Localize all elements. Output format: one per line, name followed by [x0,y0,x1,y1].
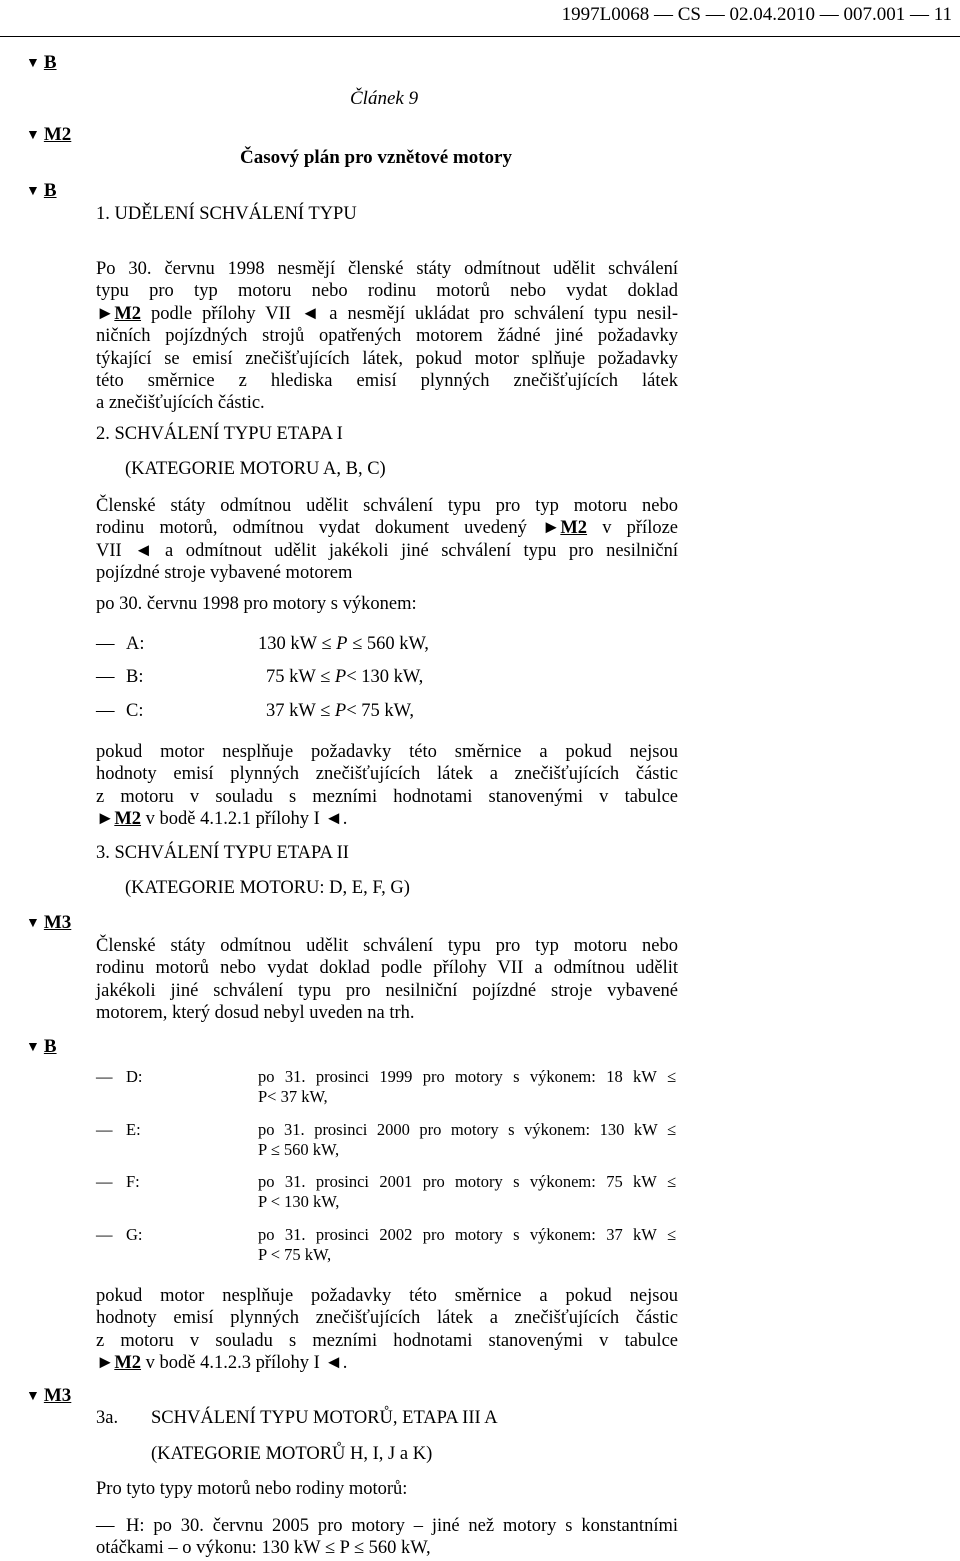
margin-marker-m3: ▼ M3 [26,912,72,933]
list-item-d-value: po 31. prosinci 1999 pro motory s výkonem: 18 kW ≤ P< 37 kW, [258,1067,676,1106]
triangle-down-icon: ▼ [26,128,40,143]
section-3a-heading: SCHVÁLENÍ TYPU MOTORŮ, ETAPA III A [151,1408,498,1428]
list-item-c-value: 37 kW ≤ P< 75 kW, [266,701,415,721]
article-title: Časový plán pro vznětové motory [240,147,512,168]
section-2-paragraph: Členské státy odmítnou udělit schválení typu pro typ motoru nebo rodinu motorů, odmítnou vydat dokument uvedený ►M2 v příloze VII ◄ a odmítnout udělit jakékoli jiné schválení typu pro nesilniční pojízdné stroje vybavené motorem [96,496,679,584]
section-3a-number: 3a. [96,1408,119,1428]
ref-start-icon: ► [542,518,561,539]
document-reference: 1997L0068 — CS — 02.04.2010 — 007.001 — 11 [561,4,952,25]
amendment-ref: M2 [560,518,588,539]
section-2-closing: pokud motor nesplňuje požadavky této směrnice a pokud nejsou hodnoty emisí plynných znečišťujících látek a znečišťujících částic z motoru v souladu s mezními hodnotami stanovenými v tabulce ►M2 v bodě 4.1.2.1 přílohy I ◄. [96,742,678,830]
article-number: Článek 9 [350,88,419,109]
header-rule [0,36,960,37]
ref-start-icon: ► [96,303,115,324]
section-3-subheading: (KATEGORIE MOTORU: D, E, F, G) [125,878,410,898]
list-item-a: — A: [96,634,145,654]
section-2-date-line: po 30. červnu 1998 pro motory s výkonem: [96,594,417,614]
triangle-down-icon: ▼ [26,184,40,199]
section-1-heading: 1. UDĚLENÍ SCHVÁLENÍ TYPU [96,204,357,224]
triangle-down-icon: ▼ [26,916,40,931]
list-item-c: — C: [96,701,144,721]
section-3a-intro: Pro tyto typy motorů nebo rodiny motorů: [96,1479,408,1499]
section-3a-subheading: (KATEGORIE MOTORŮ H, I, J a K) [151,1444,433,1464]
list-item-h: — H: po 30. červnu 2005 pro motory – jiné než motory s konstantními otáčkami – o výkonu: 130 kW ≤ P ≤ 560 kW, [96,1516,678,1559]
section-1-paragraph: Po 30. červnu 1998 nesmějí členské státy odmítnout udělit schválení typu pro typ motoru nebo rodinu motorů nebo vydat doklad ►M2 podle přílohy VII ◄ a nesmějí ukládat pro schválení typu nesil- ničních pojízdných strojů opatřených motorem žádné jiné požadavky týkající se emisí znečišťujících látek, pokud motor splňuje požadavky této směrnice z hlediska emisí plynných znečišťujících látek a znečišťujících částic. [96,259,679,414]
list-item-b-value: 75 kW ≤ P< 130 kW, [266,667,424,687]
section-2-subheading: (KATEGORIE MOTORU A, B, C) [125,459,386,479]
triangle-down-icon: ▼ [26,56,40,71]
section-3-heading: 3. SCHVÁLENÍ TYPU ETAPA II [96,843,349,863]
ref-start-icon: ► [96,809,115,830]
amendment-ref: M2 [114,303,142,324]
triangle-down-icon: ▼ [26,1389,40,1404]
list-item-e: — E: [96,1120,141,1139]
list-item-g-value: po 31. prosinci 2002 pro motory s výkonem: 37 kW ≤ P < 75 kW, [258,1225,676,1264]
section-3-paragraph: Členské státy odmítnou udělit schválení typu pro typ motoru nebo rodinu motorů nebo vydat doklad podle přílohy VII a odmítnou udělit jakékoli jiné schválení typu pro nesilniční pojízdné stroje vybavené motorem, který dosud nebyl uveden na trh. [96,936,678,1024]
ref-end-icon: ◄ [134,540,153,561]
list-item-f: — F: [96,1172,140,1191]
margin-marker-b: ▼ B [26,1036,57,1057]
ref-end-icon: ◄ [324,1353,343,1374]
list-item-b: — B: [96,667,144,687]
amendment-ref: M2 [114,1353,142,1374]
margin-marker-m2: ▼ M2 [26,124,72,145]
ref-end-icon: ◄ [324,809,343,830]
section-3-closing: pokud motor nesplňuje požadavky této směrnice a pokud nejsou hodnoty emisí plynných znečišťujících látek a znečišťujících částic z motoru v souladu s mezními hodnotami stanovenými v tabulce ►M2 v bodě 4.1.2.3 přílohy I ◄. [96,1286,678,1374]
margin-marker-b: ▼ B [26,52,57,73]
margin-marker-m3: ▼ M3 [26,1385,72,1406]
section-2-heading: 2. SCHVÁLENÍ TYPU ETAPA I [96,424,343,444]
triangle-down-icon: ▼ [26,1040,40,1055]
list-item-f-value: po 31. prosinci 2001 pro motory s výkonem: 75 kW ≤ P < 130 kW, [258,1172,676,1211]
ref-start-icon: ► [96,1353,115,1374]
list-item-a-value: 130 kW ≤ P ≤ 560 kW, [258,634,429,654]
list-item-e-value: po 31. prosinci 2000 pro motory s výkonem: 130 kW ≤ P ≤ 560 kW, [258,1120,676,1159]
list-item-d: — D: [96,1067,143,1086]
ref-end-icon: ◄ [300,303,320,324]
amendment-ref: M2 [114,809,142,830]
margin-marker-b: ▼ B [26,180,57,201]
list-item-g: — G: [96,1225,143,1244]
